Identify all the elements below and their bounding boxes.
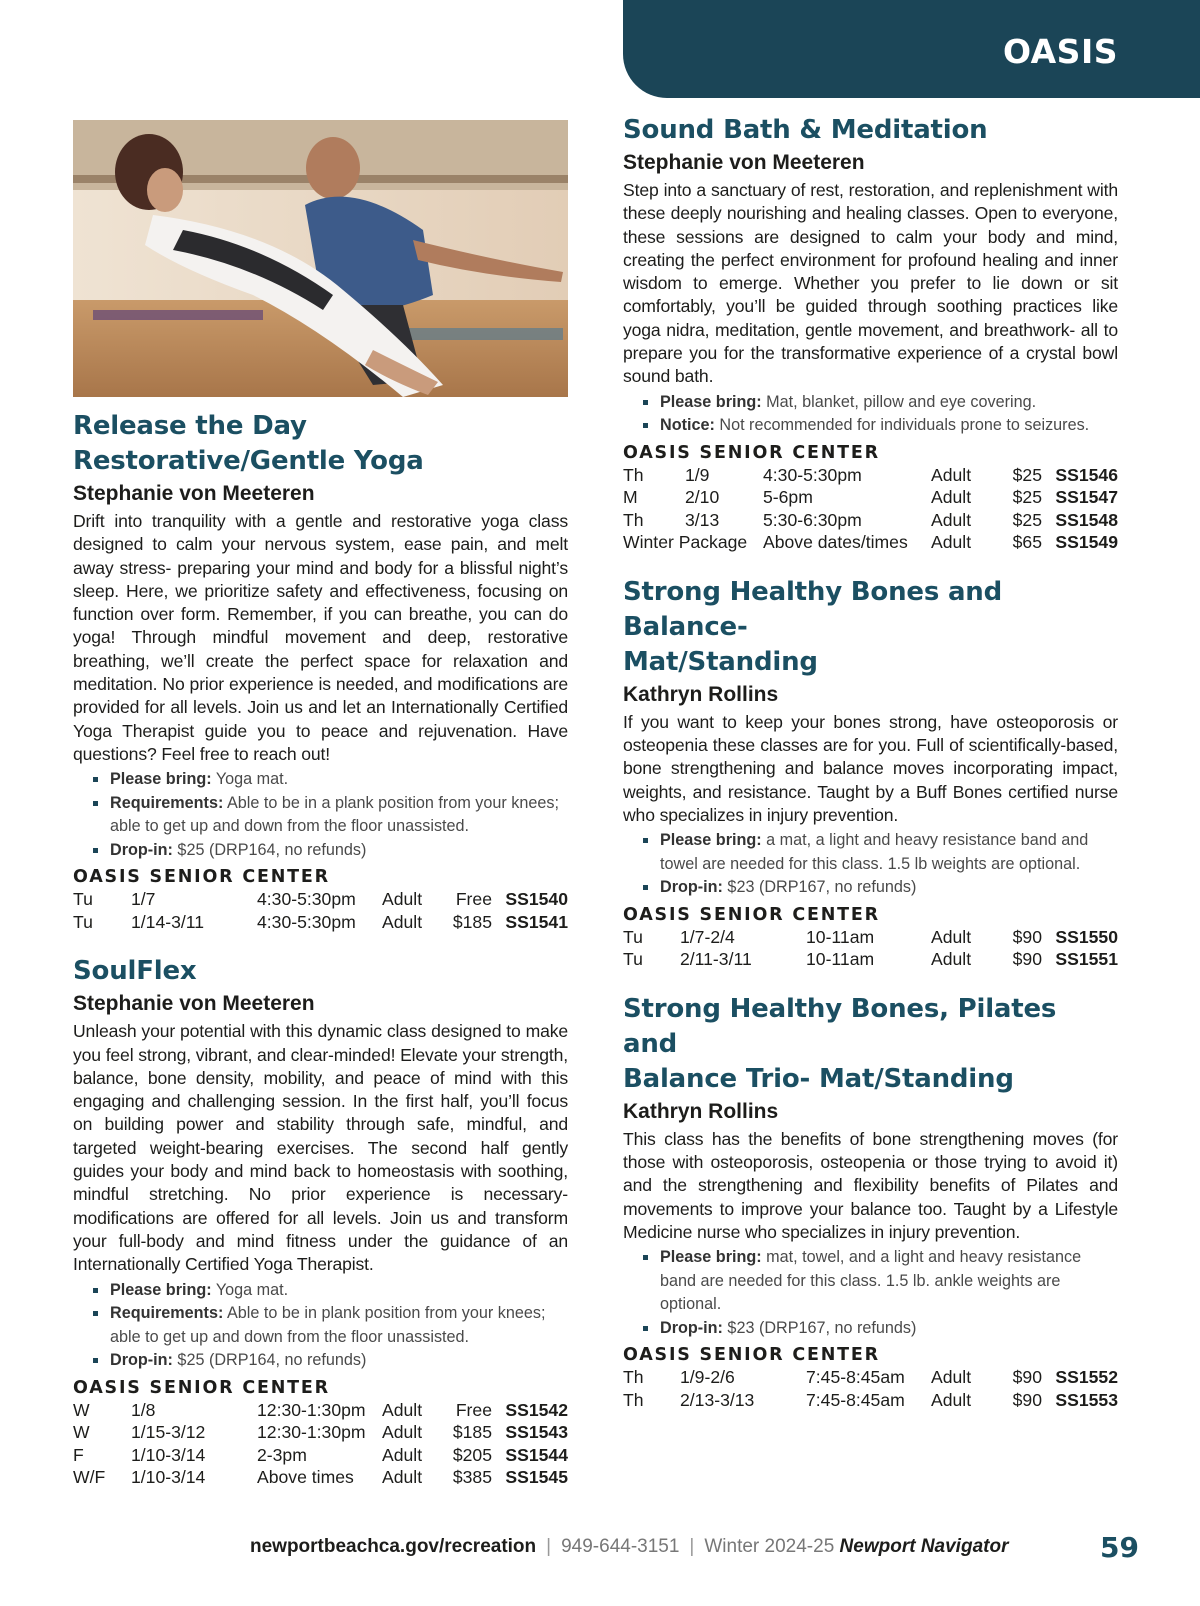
schedule-day: Th [623, 1389, 644, 1410]
schedule-table [623, 1366, 1118, 1411]
schedule-time: Above dates/times [763, 532, 908, 553]
schedule-row [73, 1466, 568, 1489]
schedule-age: Adult [931, 509, 972, 530]
schedule-day: W [73, 1422, 90, 1443]
course-code: SS1541 [505, 911, 568, 932]
schedule-time: 7:45-8:45am [806, 1367, 905, 1388]
course-title [623, 575, 1118, 680]
schedule-row [73, 1444, 568, 1467]
course-code: SS1549 [1055, 532, 1118, 553]
note-text: Mat, blanket, pillow and eye covering. [761, 392, 1037, 411]
course-notes [643, 391, 1118, 438]
course-code: SS1540 [505, 889, 568, 910]
note-text: $25 (DRP164, no refunds) [172, 1351, 367, 1370]
schedule-time: 7:45-8:45am [806, 1389, 905, 1410]
schedule-day: Th [623, 464, 644, 485]
schedule-row [623, 1366, 1118, 1389]
section-header-tab [623, 0, 1200, 98]
schedule-date: 1/9-2/6 [680, 1367, 735, 1388]
course-soulflex [73, 954, 568, 1488]
schedule-table [623, 926, 1118, 971]
schedule-age: Adult [382, 1422, 423, 1443]
schedule-day: Tu [623, 926, 643, 947]
schedule-row [73, 911, 568, 934]
schedule-age: Adult [931, 532, 972, 553]
note-text: Able to be in plank position from your knees; able to get up and down from the floor unassisted. [110, 1304, 546, 1346]
course-title-line: Strong Healthy Bones and Balance- [623, 576, 1003, 642]
course-title-line: Balance Trio- Mat/Standing [623, 1063, 1014, 1094]
schedule-date: 2/11-3/11 [680, 949, 752, 970]
course-title [623, 113, 1118, 148]
course-title-line: Release the Day [73, 411, 307, 441]
location-heading: OASIS SENIOR CENTER [623, 1345, 880, 1366]
schedule-age: Adult [382, 1444, 423, 1465]
left-column [73, 409, 568, 1510]
course-title-line: Strong Healthy Bones, Pilates and [623, 993, 1057, 1059]
schedule-age: Adult [382, 911, 423, 932]
course-strong-healthy-bones [623, 575, 1118, 971]
schedule-row [73, 888, 568, 911]
note-label: Please bring: [110, 1280, 212, 1299]
schedule-date: 1/14-3/11 [131, 911, 205, 932]
schedule-age: Adult [382, 1467, 423, 1488]
course-description: Drift into tranquility with a gentle and restorative yoga class designed to calm your nervous system, ease pain, and melt away stress- preparing your mind and body for a blissful night’s sleep. Here, we prioritize safety and effectiveness, focusing on function over form. Remember, if you can breathe, you can do yoga! Through mindful movement and deep, restorative breathing, we’ll create the perfect space for relaxation and meditation. No prior experience is needed, and modifications are provided for all levels. Join us and let an Internationally Certified Yoga Therapist guide you to peace and rejuvenation. Have questions? Feel free to reach out! [73, 511, 568, 764]
page-footer [250, 1536, 1150, 1564]
course-title [623, 992, 1118, 1097]
note-item [93, 1302, 568, 1349]
note-label: Drop-in: [660, 1318, 723, 1337]
schedule-time: 12:30-1:30pm [257, 1399, 366, 1420]
course-code: SS1543 [505, 1422, 568, 1443]
instructor-name: Stephanie von Meeteren [73, 482, 315, 505]
schedule-time: 2-3pm [257, 1444, 307, 1465]
schedule-fee: Free [455, 1399, 492, 1420]
course-notes [93, 768, 568, 862]
schedule-time: Above times [257, 1467, 354, 1488]
note-label: Requirements: [110, 1304, 224, 1323]
schedule-age: Adult [382, 1399, 423, 1420]
note-label: Drop-in: [110, 840, 173, 859]
instructor-name: Kathryn Rollins [623, 682, 779, 706]
course-bones-pilates-balance [623, 992, 1118, 1411]
course-code: SS1546 [1055, 464, 1118, 485]
schedule-date: 2/10 [685, 487, 720, 508]
note-item [643, 1317, 1118, 1341]
schedule-row [623, 509, 1118, 532]
note-item [643, 876, 1118, 900]
footer-separator: | [546, 1536, 552, 1557]
schedule-table [623, 464, 1118, 554]
schedule-fee: $385 [452, 1467, 492, 1488]
course-code: SS1550 [1055, 926, 1118, 947]
schedule-row [73, 1421, 568, 1444]
schedule-date: 2/13-3/13 [680, 1389, 755, 1410]
course-notes [643, 829, 1118, 900]
course-description: This class has the benefits of bone strengthening moves (for those with osteoporosis, osteopenia or those trying to avoid it) and the strengthening and flexibility benefits of Pilates and movements to improve your balance too. Taught by a Lifestyle Medicine nurse who specializes in injury prevention. [623, 1128, 1118, 1242]
schedule-day: Tu [623, 949, 643, 970]
instructor-name: Stephanie von Meeteren [623, 151, 865, 174]
note-item [93, 839, 568, 863]
schedule-row [73, 1399, 568, 1422]
schedule-time: 12:30-1:30pm [257, 1422, 366, 1443]
course-title-line: Restorative/Gentle Yoga [73, 446, 424, 476]
schedule-date: 1/7-2/4 [680, 926, 735, 947]
course-code: SS1551 [1055, 949, 1118, 970]
location-heading: OASIS SENIOR CENTER [623, 904, 880, 925]
schedule-table [73, 1399, 568, 1489]
schedule-fee: $90 [1012, 949, 1042, 970]
note-text: Yoga mat. [211, 770, 289, 789]
note-text: Yoga mat. [211, 1280, 289, 1299]
note-label: Notice: [660, 416, 715, 435]
schedule-age: Adult [931, 926, 972, 947]
schedule-fee: $90 [1012, 926, 1042, 947]
schedule-fee: $205 [452, 1444, 492, 1465]
note-text: $23 (DRP167, no refunds) [722, 878, 917, 897]
page-number: 59 [1100, 1531, 1139, 1564]
note-text: $25 (DRP164, no refunds) [172, 840, 367, 859]
note-label: Please bring: [110, 770, 212, 789]
yoga-photo-illustration [73, 120, 568, 397]
schedule-fee: $90 [1012, 1389, 1042, 1410]
note-text: Able to be in a plank position from your knees; able to get up and down from the floor unassisted. [110, 793, 559, 836]
note-item [643, 391, 1118, 415]
schedule-fee: $185 [452, 1422, 492, 1443]
course-code: SS1552 [1055, 1367, 1118, 1388]
location-heading: OASIS SENIOR CENTER [73, 1377, 330, 1398]
course-title [73, 954, 568, 989]
schedule-day: W [73, 1399, 90, 1420]
course-code: SS1544 [505, 1444, 568, 1465]
note-item [93, 1349, 568, 1373]
course-description: If you want to keep your bones strong, have osteoporosis or osteopenia these classes are for you. Full of scientifically-based, bone strengthening and balance moves incorporating impact, weights, and resistance. Taught by a Buff Bones certified nurse who specializes in injury prevention. [623, 711, 1118, 825]
footer-phone: 949-644-3151 [561, 1536, 680, 1557]
schedule-age: Adult [931, 1389, 972, 1410]
course-title-line: SoulFlex [73, 956, 197, 987]
schedule-day: Tu [73, 889, 93, 910]
schedule-date: 1/10-3/14 [131, 1467, 206, 1488]
note-item [643, 829, 1118, 876]
course-code: SS1548 [1055, 509, 1118, 530]
schedule-age: Adult [931, 487, 972, 508]
course-code: SS1547 [1055, 487, 1118, 508]
instructor-name: Stephanie von Meeteren [73, 992, 315, 1016]
schedule-time: 10-11am [806, 949, 875, 970]
footer-separator: | [689, 1536, 695, 1557]
note-label: Requirements: [110, 793, 224, 812]
schedule-row [623, 486, 1118, 509]
note-label: Please bring: [660, 831, 762, 850]
schedule-date: 3/13 [685, 509, 720, 530]
schedule-day: Th [623, 509, 644, 530]
schedule-row [623, 531, 1118, 554]
location-heading: OASIS SENIOR CENTER [623, 442, 880, 463]
course-title-line: Sound Bath & Meditation [623, 115, 988, 145]
course-code: SS1545 [505, 1467, 568, 1488]
schedule-date: 1/9 [685, 464, 710, 485]
note-text: $23 (DRP167, no refunds) [722, 1318, 917, 1337]
course-code: SS1553 [1055, 1389, 1118, 1410]
yoga-class-photo [73, 120, 568, 397]
schedule-date: 1/8 [131, 1399, 156, 1420]
schedule-fee: $90 [1012, 1367, 1042, 1388]
schedule-age: Adult [931, 1367, 972, 1388]
schedule-row [623, 464, 1118, 487]
schedule-day: Th [623, 1367, 644, 1388]
note-label: Drop-in: [110, 1351, 173, 1370]
note-text: a mat, a light and heavy resistance band and towel are needed for this class. 1.5 lb weights are optional. [660, 831, 1089, 873]
schedule-time: 4:30-5:30pm [257, 911, 356, 932]
schedule-age: Adult [931, 464, 972, 485]
schedule-fee: $25 [1012, 464, 1042, 485]
location-heading: OASIS SENIOR CENTER [73, 867, 330, 888]
schedule-date: 1/15-3/12 [131, 1422, 206, 1443]
schedule-row [623, 1389, 1118, 1412]
note-label: Please bring: [660, 392, 762, 411]
course-notes [93, 1279, 568, 1373]
schedule-row [623, 948, 1118, 971]
footer-season: Winter 2024-25 [704, 1536, 835, 1557]
schedule-date: 1/10-3/14 [131, 1444, 206, 1465]
schedule-fee: $185 [452, 911, 492, 932]
note-item [93, 792, 568, 839]
schedule-row [623, 926, 1118, 949]
schedule-time: 5-6pm [763, 487, 813, 508]
course-description: Step into a sanctuary of rest, restoration, and replenishment with these deeply nourishing and healing classes. Open to everyone, these sessions are designed to calm your body and mind, creating the perfect environment for profound healing and inner wisdom to emerge. Whether you prefer to lie down or sit comfortably, you’ll be guided through soothing practices like yoga nidra, meditation, gentle movement, and breathwork- all to prepare you for the transformative experience of a crystal bowl sound bath. [623, 180, 1118, 387]
schedule-fee: $25 [1012, 487, 1042, 508]
note-item [93, 1279, 568, 1303]
schedule-age: Adult [931, 949, 972, 970]
note-item [643, 414, 1118, 438]
right-column [623, 113, 1118, 1432]
schedule-fee: $25 [1012, 509, 1042, 530]
schedule-fee: $65 [1012, 532, 1042, 553]
note-label: Drop-in: [660, 878, 723, 897]
course-notes [643, 1246, 1118, 1340]
note-item [93, 768, 568, 792]
course-code: SS1542 [505, 1399, 568, 1420]
schedule-day: Tu [73, 911, 93, 932]
schedule-time: 5:30-6:30pm [763, 509, 862, 530]
schedule-time: 4:30-5:30pm [763, 464, 862, 485]
schedule-day: F [73, 1444, 84, 1465]
note-text: mat, towel, and a light and heavy resistance band are needed for this class. 1.5 lb. ankle weights are optional. [660, 1248, 1082, 1314]
schedule-day: Winter Package [623, 532, 748, 553]
schedule-day: M [623, 487, 638, 508]
schedule-age: Adult [382, 889, 423, 910]
schedule-day: W/F [73, 1467, 106, 1488]
note-text: Not recommended for individuals prone to seizures. [714, 416, 1090, 435]
schedule-date: 1/7 [131, 889, 156, 910]
course-sound-bath [623, 113, 1118, 554]
footer-url[interactable]: newportbeachca.gov/recreation [250, 1536, 537, 1557]
schedule-time: 4:30-5:30pm [257, 889, 356, 910]
course-title-line: Mat/Standing [623, 646, 818, 677]
course-release-the-day [73, 409, 568, 933]
course-title [73, 409, 568, 479]
schedule-table [73, 888, 568, 933]
schedule-time: 10-11am [806, 926, 875, 947]
note-label: Please bring: [660, 1248, 762, 1267]
course-description: Unleash your potential with this dynamic class designed to make you feel strong, vibrant, and clear-minded! Elevate your strength, balance, bone density, mobility, and peace of mind with this engaging and challenging session. In the first half, you’ll focus on building power and stability through safe, mindful, and targeted weight-bearing exercises. The second half gently guides your body and mind back to homeostasis with soothing, mindful stretching. No prior experience is necessary- modifications are offered for all levels. Join us and transform your full-body and mind fitness under the guidance of an Internationally Certified Yoga Therapist. [73, 1021, 568, 1275]
schedule-fee: Free [455, 889, 492, 910]
footer-publication: Newport Navigator [839, 1536, 1009, 1557]
instructor-name: Kathryn Rollins [623, 1099, 779, 1123]
section-title: OASIS [1002, 32, 1118, 71]
note-item [643, 1246, 1118, 1317]
